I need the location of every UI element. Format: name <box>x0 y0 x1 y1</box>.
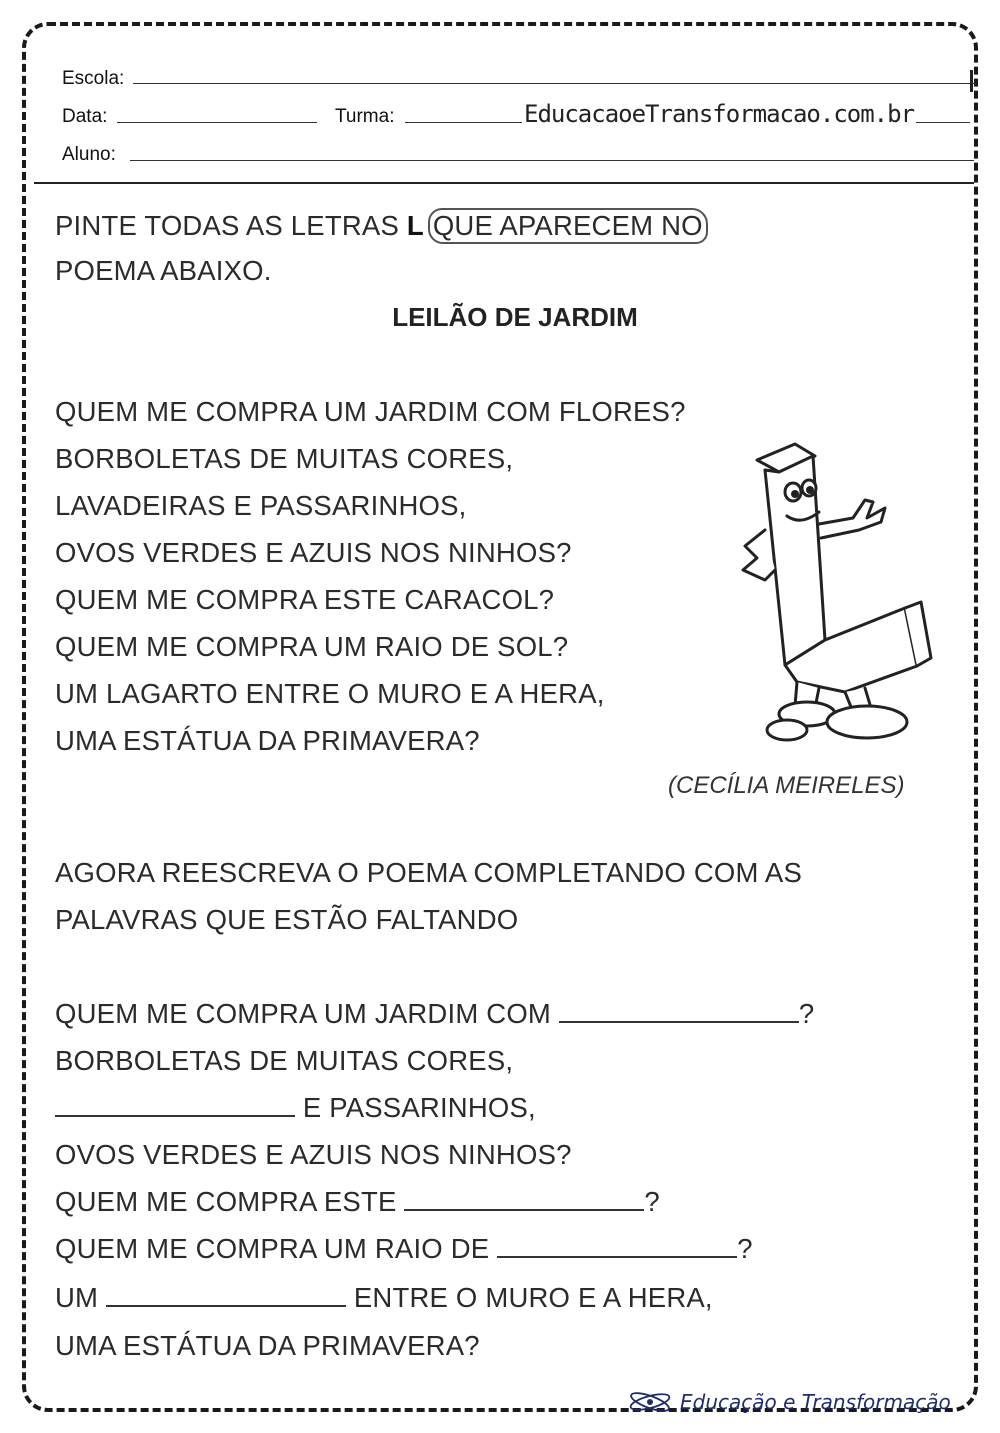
poem-title: LEILÃO DE JARDIM <box>392 302 638 332</box>
rewrite-text: QUEM ME COMPRA UM JARDIM COM <box>55 998 552 1029</box>
poem-line: QUEM ME COMPRA UM RAIO DE SOL? <box>55 631 569 662</box>
poem-line: UM LAGARTO ENTRE O MURO E A HERA, <box>55 678 605 709</box>
rewrite-text: UM <box>55 1282 99 1313</box>
letter-l-mascot-illustration <box>735 430 950 750</box>
rewrite-line-3 <box>55 1092 536 1124</box>
instruction-text-b-cloud <box>428 208 708 244</box>
school-field[interactable] <box>133 83 976 84</box>
class-label: Turma: <box>335 106 395 127</box>
blank-field[interactable] <box>55 1093 295 1117</box>
instruction-line-1 <box>55 208 708 244</box>
rewrite-line-4: OVOS VERDES E AZUIS NOS NINHOS? <box>55 1139 572 1170</box>
poem-line: QUEM ME COMPRA UM JARDIM COM FLORES? <box>55 396 686 427</box>
rewrite-text: ENTRE O MURO E A HERA, <box>353 1282 713 1313</box>
question-mark: ? <box>798 998 815 1029</box>
rewrite-line-1 <box>55 998 814 1030</box>
poem-line: QUEM ME COMPRA ESTE CARACOL? <box>55 584 555 615</box>
school-label: Escola: <box>62 68 125 89</box>
footer-brand <box>628 1388 951 1416</box>
poem-line: UMA ESTÁTUA DA PRIMAVERA? <box>55 725 480 756</box>
question-mark: ? <box>737 1233 753 1264</box>
rewrite-line-7 <box>55 1282 713 1314</box>
rewrite-line-2: BORBOLETAS DE MUITAS CORES, <box>55 1045 514 1076</box>
rewrite-instruction-1: AGORA REESCREVA O POEMA COMPLETANDO COM AS <box>55 857 802 888</box>
rewrite-line-6 <box>55 1233 753 1265</box>
student-field[interactable] <box>130 160 974 161</box>
rewrite-line-5 <box>55 1186 660 1218</box>
rewrite-text: E PASSARINHOS, <box>302 1092 536 1123</box>
instruction-text-b: QUE APARECEM NO <box>432 210 703 241</box>
instruction-text-a: PINTE TODAS AS LETRAS <box>55 210 399 241</box>
rewrite-text: QUEM ME COMPRA UM RAIO DE <box>55 1233 490 1264</box>
question-mark: ? <box>644 1186 660 1217</box>
student-label: Aluno: <box>62 144 116 165</box>
date-label: Data: <box>62 106 108 127</box>
highlight-letter: L <box>406 210 424 241</box>
poem-line: OVOS VERDES E AZUIS NOS NINHOS? <box>55 537 572 568</box>
atom-logo-icon <box>628 1388 674 1416</box>
blank-field[interactable] <box>106 1283 346 1307</box>
website-watermark: EducacaoeTransformacao.com.br <box>524 100 915 128</box>
rewrite-text: QUEM ME COMPRA ESTE <box>55 1186 397 1217</box>
blank-field[interactable] <box>404 1187 644 1211</box>
header-separator <box>34 182 974 184</box>
instruction-line-2: POEMA ABAIXO. <box>55 255 272 286</box>
poem-line: BORBOLETAS DE MUITAS CORES, <box>55 443 514 474</box>
rewrite-instruction-2: PALAVRAS QUE ESTÃO FALTANDO <box>55 904 519 935</box>
date-field[interactable] <box>117 122 317 123</box>
brand-name: Educação e Transformação <box>680 1390 951 1414</box>
poem-line: LAVADEIRAS E PASSARINHOS, <box>55 490 467 521</box>
blank-field[interactable] <box>497 1234 737 1258</box>
poem-author: (CECÍLIA MEIRELES) <box>668 772 905 799</box>
border-tick <box>970 70 973 92</box>
blank-field[interactable] <box>559 999 799 1023</box>
rewrite-line-8: UMA ESTÁTUA DA PRIMAVERA? <box>55 1330 480 1361</box>
